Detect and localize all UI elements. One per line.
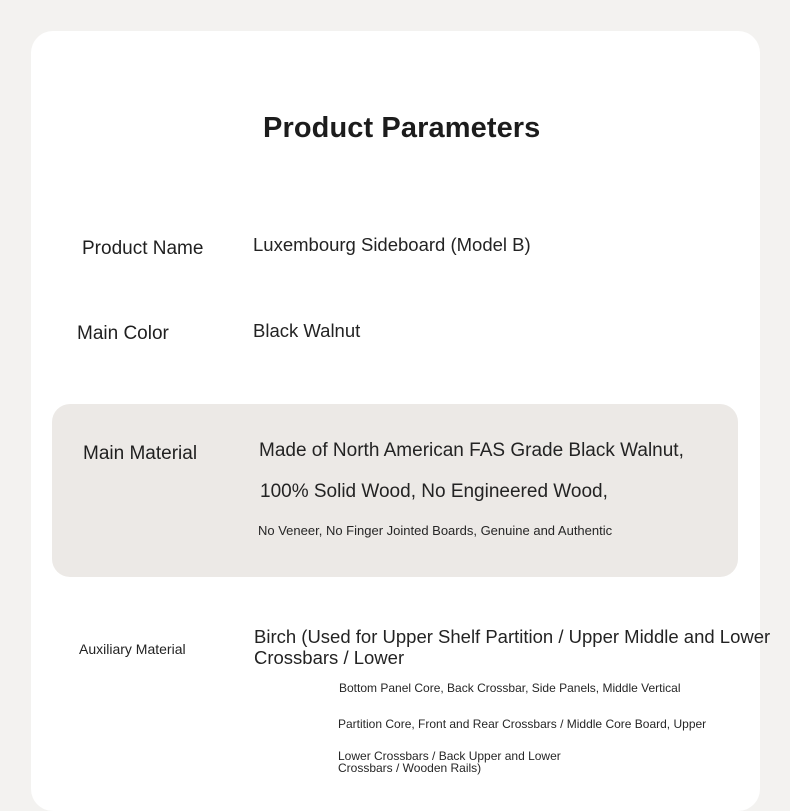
main-material-line2: 100% Solid Wood, No Engineered Wood, xyxy=(260,481,608,502)
auxiliary-material-line1: Birch (Used for Upper Shelf Partition / Upper Middle and Lower xyxy=(254,626,771,647)
auxiliary-material-line2: Crossbars / Lower xyxy=(254,647,405,668)
main-color-label: Main Color xyxy=(77,323,169,344)
auxiliary-material-line4: Partition Core, Front and Rear Crossbars / Middle Core Board, Upper xyxy=(338,717,707,731)
main-material-line3: No Veneer, No Finger Jointed Boards, Genuine and Authentic xyxy=(258,523,613,538)
page-title: Product Parameters xyxy=(263,112,541,144)
auxiliary-material-line6: Crossbars / Wooden Rails) xyxy=(338,761,482,775)
main-color-value: Black Walnut xyxy=(253,320,361,341)
product-name-label: Product Name xyxy=(82,238,204,259)
main-material-line1: Made of North American FAS Grade Black Walnut, xyxy=(259,440,684,461)
auxiliary-material-label: Auxiliary Material xyxy=(79,641,186,657)
product-name-value: Luxembourg Sideboard (Model B) xyxy=(253,234,531,255)
main-material-label: Main Material xyxy=(83,443,198,464)
auxiliary-material-line5: Lower Crossbars / Back Upper and Lower xyxy=(338,749,561,763)
auxiliary-material-line3: Bottom Panel Core, Back Crossbar, Side Panels, Middle Vertical xyxy=(339,681,681,695)
